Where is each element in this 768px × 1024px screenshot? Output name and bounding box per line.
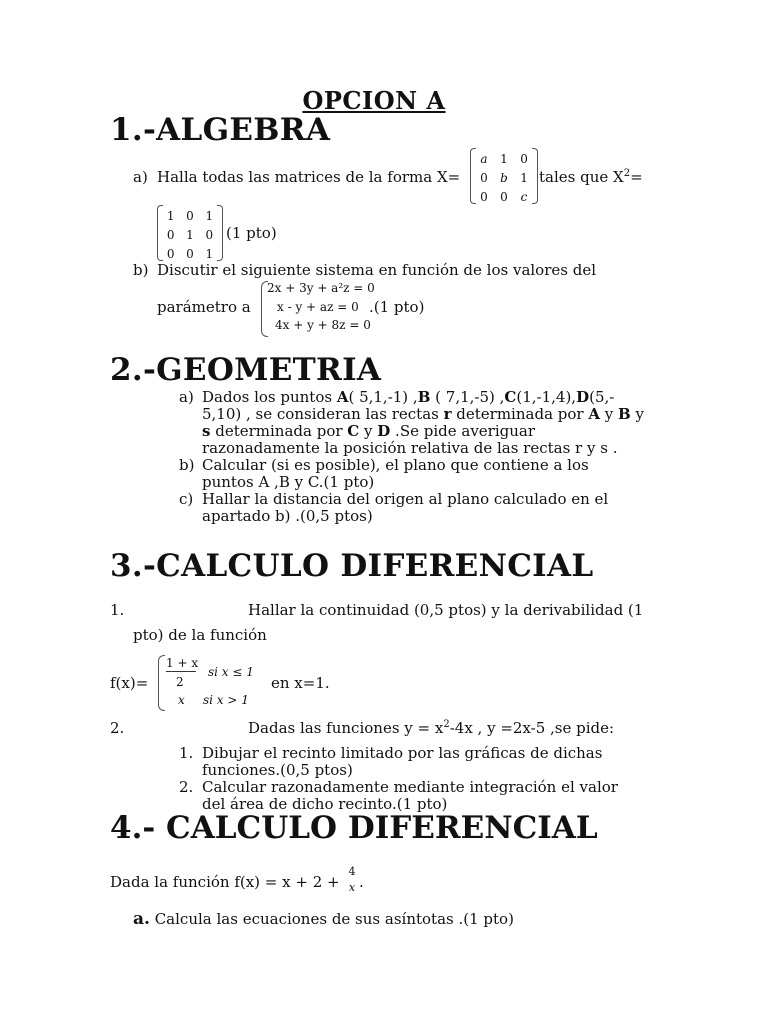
s3-item2-marker: 2. xyxy=(110,719,125,737)
s1-a-text: Halla todas las matrices de la forma X= xyxy=(157,168,461,186)
matrix-result-cell: 1 xyxy=(186,227,194,242)
s4-intro-end: . xyxy=(359,873,364,891)
s1-b-marker: b) xyxy=(133,261,149,279)
s4-a-line xyxy=(133,909,514,929)
s4-fraction xyxy=(346,865,358,894)
piece-1-numerator: 1 + x xyxy=(166,656,199,670)
matrix-result-cell: 1 xyxy=(166,208,175,223)
matrix-result xyxy=(157,205,223,261)
section-1-heading: 1.-ALGEBRA xyxy=(110,112,331,148)
s1-b-points: .(1 pto) xyxy=(369,298,425,316)
s3-sub2-line1: Calcular razonadamente mediante integración el valor xyxy=(202,778,618,796)
matrix-x-cell: 1 xyxy=(500,151,508,166)
matrix-x-cell: 0 xyxy=(520,151,528,166)
piece-1-denominator: 2 xyxy=(176,675,184,689)
section-3-heading: 3.-CALCULO DIFERENCIAL xyxy=(110,548,594,584)
matrix-x-cell: c xyxy=(520,189,528,204)
s2-b-line2: puntos A ,B y C.(1 pto) xyxy=(202,473,375,491)
s1-a-text2: tales que $X^2=$ xyxy=(539,168,643,186)
s4-intro: Dada la función f(x) = x + 2 + xyxy=(110,873,340,891)
s2-a-marker: a) xyxy=(179,388,194,406)
section-4-heading: 4.- CALCULO DIFERENCIAL xyxy=(110,810,598,846)
matrix-result-cell: 1 xyxy=(205,208,214,223)
s3-sub2-marker: 2. xyxy=(179,778,194,796)
matrix-result-cell: 0 xyxy=(166,246,175,261)
s3-sub1-marker: 1. xyxy=(179,744,194,762)
matrix-x-cell: a xyxy=(480,151,488,166)
matrix-x-cell: 1 xyxy=(520,170,528,185)
equation-system xyxy=(261,281,375,337)
s1-a-marker: a) xyxy=(133,168,148,186)
matrix-result-cell: 0 xyxy=(205,227,214,242)
s2-a-line4: razonadamente la posición relativa de las rectas r y s . xyxy=(202,439,618,457)
matrix-x xyxy=(470,148,538,204)
s1-b-text-line1: Discutir el siguiente sistema en función de los valores del xyxy=(157,261,596,279)
matrix-result-row xyxy=(161,206,219,225)
matrix-result-cell: 1 xyxy=(205,246,214,261)
s2-c-marker: c) xyxy=(179,490,194,508)
piecewise-function xyxy=(158,655,268,711)
matrix-x-cell: 0 xyxy=(500,189,508,204)
s2-a-line3: s determinada por C y D .Se pide averiguar xyxy=(202,422,536,440)
piece-2-condition: si x > 1 xyxy=(203,693,249,707)
piece-1-fraction-bar xyxy=(166,671,196,672)
s4-a-marker: a. xyxy=(133,909,150,929)
system-eq-1: 2x + 3y + a²z = 0 xyxy=(267,281,375,295)
piece-1-condition: si x ≤ 1 xyxy=(208,665,254,679)
s2-b-marker: b) xyxy=(179,456,195,474)
s4-a-text: Calcula las ecuaciones de sus asíntotas .(1 pto) xyxy=(149,910,514,928)
s1-b-text-line2: parámetro a xyxy=(157,298,251,316)
matrix-x-row xyxy=(474,149,534,168)
s4-fraction-numerator: 4 xyxy=(348,865,356,878)
system-eq-3: 4x + y + 8z = 0 xyxy=(275,318,371,332)
s1-a-points: (1 pto) xyxy=(226,224,277,242)
matrix-x-cell: 0 xyxy=(480,189,488,204)
s3-item2-line1: Dadas las funciones $y = x^2-4x$ , y =2x-5 ,se pide: xyxy=(248,719,615,737)
matrix-x-cell: b xyxy=(500,170,508,185)
matrix-x-row xyxy=(474,187,534,206)
matrix-x-cell: 0 xyxy=(480,170,488,185)
s3-sub1-line1: Dibujar el recinto limitado por las gráficas de dichas xyxy=(202,744,603,762)
matrix-x-row xyxy=(474,168,534,187)
s3-sub1-line2: funciones.(0,5 ptos) xyxy=(202,761,353,779)
s2-b-line1: Calcular (si es posible), el plano que contiene a los xyxy=(202,456,589,474)
piece-2-expression: x xyxy=(178,693,185,707)
section-2-heading: 2.-GEOMETRIA xyxy=(110,352,382,388)
fx-suffix: en x=1. xyxy=(271,674,330,692)
s3-item1-line2: pto) de la función xyxy=(133,626,267,644)
s2-c-line1: Hallar la distancia del origen al plano calculado en el xyxy=(202,490,609,508)
s3-item1-line1: Hallar la continuidad (0,5 ptos) y la derivabilidad (1 xyxy=(248,601,644,619)
fx-label: f(x)= xyxy=(110,674,149,692)
matrix-result-cell: 0 xyxy=(186,246,194,261)
matrix-result-cell: 0 xyxy=(166,227,175,242)
matrix-result-row xyxy=(161,225,219,244)
s4-fraction-denominator: x xyxy=(348,881,356,894)
s2-a-line2: 5,10) , se consideran las rectas r determinada por A y B y xyxy=(202,405,644,423)
matrix-result-cell: 0 xyxy=(186,208,194,223)
s3-item1-marker: 1. xyxy=(110,601,125,619)
system-eq-2: x - y + az = 0 xyxy=(277,300,359,314)
s3-sub2-line2: del área de dicho recinto.(1 pto) xyxy=(202,795,448,813)
page-title: OPCION A xyxy=(302,86,446,115)
s2-a-line1: Dados los puntos A( 5,1,-1) ,B ( 7,1,-5) ,C(1,-1,4),D(5,- xyxy=(202,388,615,406)
s2-c-line2: apartado b) .(0,5 ptos) xyxy=(202,507,373,525)
